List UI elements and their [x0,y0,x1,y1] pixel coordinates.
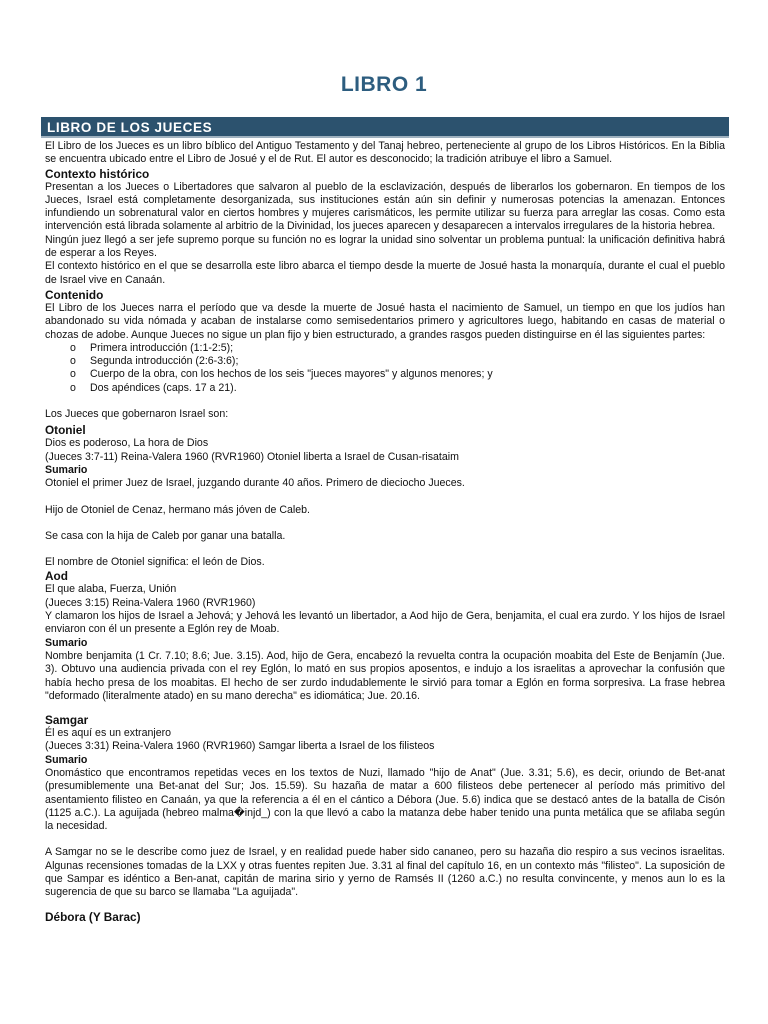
samgar-subtitle: Él es aquí es un extranjero [45,727,172,740]
otoniel-subtitle: Dios es poderoso, La hora de Dios [45,437,209,450]
aod-subtitle: El que alaba, Fuerza, Unión [45,583,177,596]
aod-paragraph-1: Nombre benjamita (1 Cr. 7.10; 8.6; Jue. 3.15). Aod, hijo de Gera, encabezó la revuelta contra la ocupación moabita del Este de Benjamín (Jue. 3). Obtuvo una audiencia privada con el rey Eglón, lo mató en sus propios aposentos, e indujo a los israelitas a aprovechar la confusión que había hecho presa de los moabitas. El hecho de ser zurdo indudablemente le sirvió para tomar a Eglón en forma sorpresiva. La frase hebrea "deformado (literalmente atado) en su mano derecha" es idiomática; Jue. 20.16. [45,649,725,702]
otoniel-reference: (Jueces 3:7-11) Reina-Valera 1960 (RVR1960) Otoniel liberta a Israel de Cusan-risataim [45,450,459,463]
intro-paragraph: El Libro de los Jueces es un libro bíblico del Antiguo Testamento y del Tanaj hebreo, perteneciente al grupo de los Libros Históricos. En la Biblia se encuentra ubicado entre el Libro de Josué y el de Rut. El autor es desconocido; la tradición atribuye el libro a Samuel. [45,140,725,166]
otoniel-paragraph-1: Otoniel el primer Juez de Israel, juzgando durante 40 años. Primero de dieciocho Jueces. [45,477,465,490]
contenido-paragraph-1: El Libro de los Jueces narra el período que va desde la muerte de Josué hasta el nacimiento de Samuel, un tiempo en que los judíos han abandonado su vida nómada y acaban de instalarse como semisedentarios primero y agricultores luego, habitando en casas de material o chozas de adobe. Aunque Jueces no sigue un plan fijo y bien estructurado, a grandes rasgos pueden distinguirse en él las siguientes partes: [45,301,725,341]
aod-heading: Aod [45,569,68,584]
contexto-paragraph-3: El contexto histórico en el que se desarrolla este libro abarca el tiempo desde la muerte de Josué hasta la monarquía, durante el cual el pueblo de Israel vive en Canaán. [45,260,725,286]
section-banner: LIBRO DE LOS JUECES [41,117,729,138]
samgar-sumario-label: Sumario [45,753,88,766]
document-body [45,140,725,924]
contenido-heading: Contenido [45,287,104,302]
list-item: o Primera introducción (1:1-2:5); [90,342,725,355]
contexto-paragraph-2: Ningún juez llegó a ser jefe supremo porque su función no es lograr la unidad sino solventar un problema puntual: la unificación definitiva habrá de esperar a los Reyes. [45,233,725,260]
samgar-heading: Samgar [45,713,89,728]
list-item: o Segunda introducción (2:6-3:6); [90,355,725,368]
otoniel-paragraph-4: El nombre de Otoniel significa: el león de Dios. [45,556,265,569]
otoniel-paragraph-3: Se casa con la hija de Caleb por ganar una batalla. [45,529,286,542]
contenido-list [45,342,725,395]
samgar-reference: (Jueces 3:31) Reina-Valera 1960 (RVR1960) Samgar liberta a Israel de los filisteos [45,740,435,753]
contexto-paragraph-1: Presentan a los Jueces o Libertadores que salvaron al pueblo de la esclavización, después de liberarlos los gobernaron. En tiempos de los Jueces, Israel está completamente desorganizada, sus instituciones están aún sin definir y numerosas potencias la amenazan. Entonces infundiendo un sobrenatural valor en ciertos hombres y mujeres carismáticos, les permite utilizar su fuerza para arreglar las cosas. Como esta intervención está librada solamente al arbitrio de la Divinidad, los jueces aparecen y desaparecen a intervalos irregulares de la historia hebrea. [45,180,725,233]
otoniel-paragraph-2: Hijo de Otoniel de Cenaz, hermano más jóven de Caleb. [45,503,310,516]
otoniel-heading: Otoniel [45,423,86,438]
samgar-paragraph-2: A Samgar no se le describe como juez de Israel, y en realidad puede haber sido cananeo, pero su hazaña dio respiro a sus vecinos israelitas. Algunas recensiones tomadas de la LXX y otras fuentes repiten Jue. 3.31 al final del capítulo 16, en un contexto más "filisteo". La suposición de que Sampar es idéntico a Ben-anat, capitán de marina sirio y yerno de Ramsés II (1260 a.C.) no resulta convincente, y menos aun lo es la sugerencia de que su barco se llamaba "La aguijada". [45,846,725,899]
aod-reference: (Jueces 3:15) Reina-Valera 1960 (RVR1960) [45,596,256,609]
list-item: o Dos apéndices (caps. 17 a 21). [90,382,725,395]
aod-verse: Y clamaron los hijos de Israel a Jehová; y Jehová les levantó un libertador, a Aod hijo de Gera, benjamita, el cual era zurdo. Y los hijos de Israel enviaron con él un presente a Eglón rey de Moab. [45,610,725,636]
page-title: LIBRO 1 [340,73,428,96]
contexto-heading: Contexto histórico [45,166,150,181]
samgar-paragraph-1: Onomástico que encontramos repetidas veces en los textos de Nuzi, llamado "hijo de Anat" (Jue. 3.31; 5.6), es decir, oriundo de Bet-anat (presumiblemente una Bet-anat del Sur; Jos. 15.59). Su hazaña de matar a 600 filisteos debe pertenecer al período más primitivo del asentamiento filisteo en Canaán, ya que la referencia a él en el cántico a Débora (Jue. 5.6) indica que se destacó antes de la batalla de Cisón (1125 a.C.). La aguijada (hebreo malma�injd_) con la que llevó a cabo la matanza debe haber tenido una punta metálica que se afilaba según la necesidad. [45,766,725,833]
list-item: o Cuerpo de la obra, con los hechos de los seis "jueces mayores" y algunos menores; y [90,368,725,381]
debora-heading: Débora (Y Barac) [45,909,141,924]
contenido-paragraph-2: Los Jueces que gobernaron Israel son: [45,408,229,421]
aod-sumario-label: Sumario [45,636,88,649]
otoniel-sumario-label: Sumario [45,463,88,476]
